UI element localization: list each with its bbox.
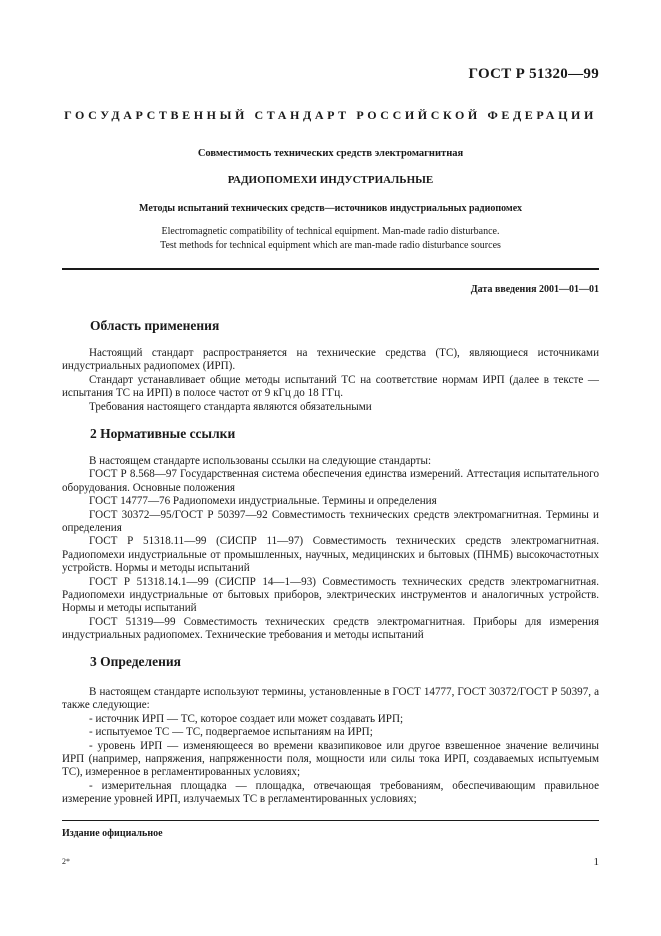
section-body-references [62, 455, 599, 643]
signature-mark: 2* [62, 857, 70, 866]
paragraph: - измерительная площадка — площадка, отвечающая требованиям, обеспечивающим правильное измерение уровней ИРП, излучаемых ТС в регламентированных условиях; [62, 779, 599, 806]
header-divider [62, 268, 599, 270]
paragraph: ГОСТ Р 8.568—97 Государственная система обеспечения единства измерений. Аттестация испытательного оборудования. Основные положения [62, 468, 599, 494]
title-line-1: Совместимость технических средств электромагнитная [197, 148, 464, 159]
paragraph: Стандарт устанавливает общие методы испытаний ТС на соответствие нормам ИРП (далее в тексте — испытания ТС на ИРП) в полосе частот от 9 кГц до 18 ГГц. [62, 373, 599, 400]
section-heading-references: 2 Нормативные ссылки [90, 426, 236, 441]
english-title-line-2: Test methods for technical equipment which are man-made radio disturbance sources [160, 240, 501, 251]
section-heading-scope: Область применения [90, 318, 220, 333]
paragraph: - испытуемое ТС — ТС, подвергаемое испытаниям на ИРП; [89, 726, 373, 739]
paragraph: - уровень ИРП — изменяющееся во времени квазипиковое или другое взвешенное значение величины ИРП (например, напряжения, напряженности поля, мощности или силы тока ИРП, создаваемых испытуемым ТС), измеренное в регламентированных условиях; [62, 739, 599, 779]
section-heading-definitions: 3 Определения [90, 654, 181, 669]
edition-label: Издание официальное [62, 828, 163, 839]
paragraph: ГОСТ 14777—76 Радиопомехи индустриальные. Термины и определения [89, 495, 437, 508]
state-standard-title: ГОСУДАРСТВЕННЫЙ СТАНДАРТ РОССИЙСКОЙ ФЕДЕРАЦИИ [64, 108, 597, 122]
paragraph: ГОСТ Р 51318.14.1—99 (СИСПР 14—1—93) Совместимость технических средств электромагнитная. Радиопомехи индустриальные от бытовых приборов, электрических инструментов и аналогичных устройств. Нормы и методы испытаний [62, 575, 599, 615]
introduction-date: Дата введения 2001—01—01 [470, 284, 599, 295]
section-body-definitions [62, 686, 599, 807]
title-line-3: Методы испытаний технических средств—источников индустриальных радиопомех [139, 203, 522, 214]
paragraph: В настоящем стандарте используют термины, установленные в ГОСТ 14777, ГОСТ 30372/ГОСТ Р 50397, а также следующие: [62, 686, 599, 712]
english-title-line-1: Electromagnetic compatibility of technical equipment. Man-made radio disturbance. [161, 226, 500, 237]
footer-divider [62, 820, 599, 821]
page-number: 1 [593, 856, 599, 868]
paragraph: Требования настоящего стандарта являются обязательными [89, 400, 372, 413]
paragraph: ГОСТ 51319—99 Совместимость технических средств электромагнитная. Приборы для измерения индустриальных радиопомех. Технические требования и методы испытаний [62, 615, 599, 642]
document-code: ГОСТ Р 51320—99 [468, 66, 599, 82]
paragraph: Настоящий стандарт распространяется на технические средства (ТС), являющиеся источниками индустриальных радиопомех (ИРП). [62, 347, 599, 373]
paragraph: В настоящем стандарте использованы ссылки на следующие стандарты: [89, 455, 432, 467]
paragraph: ГОСТ Р 51318.11—99 (СИСПР 11—97) Совместимость технических средств электромагнитная. Радиопомехи индустриальные от промышленных, научных, медицинских и бытовых (ПНМБ) высокочастотных устройств. Нормы и методы испытаний [62, 535, 599, 575]
paragraph: - источник ИРП — ТС, которое создает или может создавать ИРП; [89, 712, 404, 725]
paragraph: ГОСТ 30372—95/ГОСТ Р 50397—92 Совместимость технических средств электромагнитная. Термины и определения [62, 508, 599, 535]
title-line-2: РАДИОПОМЕХИ ИНДУСТРИАЛЬНЫЕ [227, 174, 434, 186]
section-body-scope [62, 347, 599, 414]
